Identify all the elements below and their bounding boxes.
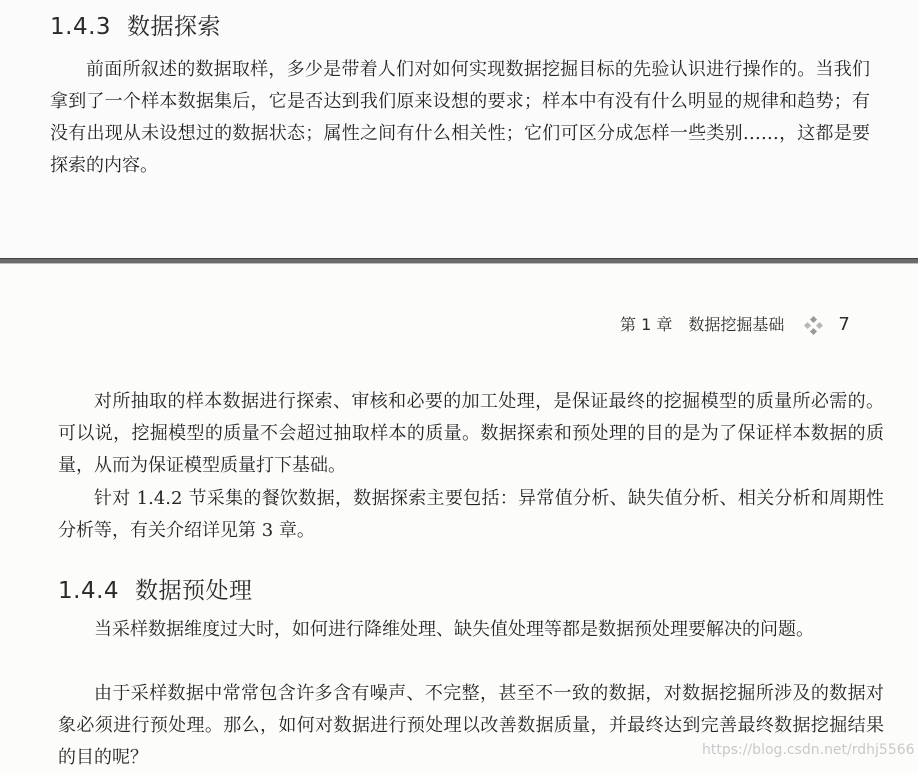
chapter-label: 第 1 章 xyxy=(620,315,673,334)
section-title: 数据预处理 xyxy=(135,578,253,604)
section-number: 1.4.4 xyxy=(58,578,120,604)
paragraph-data-exploration: 前面所叙述的数据取样，多少是带着人们对如何实现数据挖掘目标的先验认识进行操作的。当我们拿到了一个样本数据集后，它是否达到我们原来设想的要求；样本中有没有什么明显的规律和趋势；有没有出现从未设想过的数据状态；属性之间有什么相关性；它们可区分成怎样一些类别……，这都是要探索的内容。 xyxy=(50,59,870,176)
paragraph-exploration-scope: 针对 1.4.2 节采集的餐饮数据，数据探索主要包括：异常值分析、缺失值分析、相关分析和周期性分析等，有关介绍详见第 3 章。 xyxy=(58,488,884,541)
paragraph-preprocessing-detail: 由于采样数据中常常包含许多含有噪声、不完整，甚至不一致的数据，对数据挖掘所涉及的数据对象必须进行预处理。那么，如何对数据进行预处理以改善数据质量，并最终达到完善最终数据挖掘结果的目的呢？ xyxy=(58,683,884,768)
paragraph-exploration-purpose: 对所抽取的样本数据进行探索、审核和必要的加工处理，是保证最终的挖掘模型的质量所必需的。可以说，挖掘模型的质量不会超过抽取样本的质量。数据探索和预处理的目的是为了保证样本数据的质量，从而为保证模型质量打下基础。 xyxy=(58,391,884,476)
page-number: 7 xyxy=(838,314,850,335)
running-header xyxy=(620,312,850,337)
section-number: 1.4.3 xyxy=(50,14,112,40)
section-heading-1-4-3 xyxy=(50,8,221,41)
section-heading-1-4-4 xyxy=(58,572,253,605)
diamond-dots-icon xyxy=(802,315,828,335)
watermark: https://blog.csdn.net/rdhj5566 xyxy=(702,742,915,758)
section-title: 数据探索 xyxy=(127,14,222,40)
paragraph-preprocessing-intro: 当采样数据维度过大时，如何进行降维处理、缺失值处理等都是数据预处理要解决的问题。 xyxy=(94,619,814,640)
chapter-title: 数据挖掘基础 xyxy=(688,315,785,334)
